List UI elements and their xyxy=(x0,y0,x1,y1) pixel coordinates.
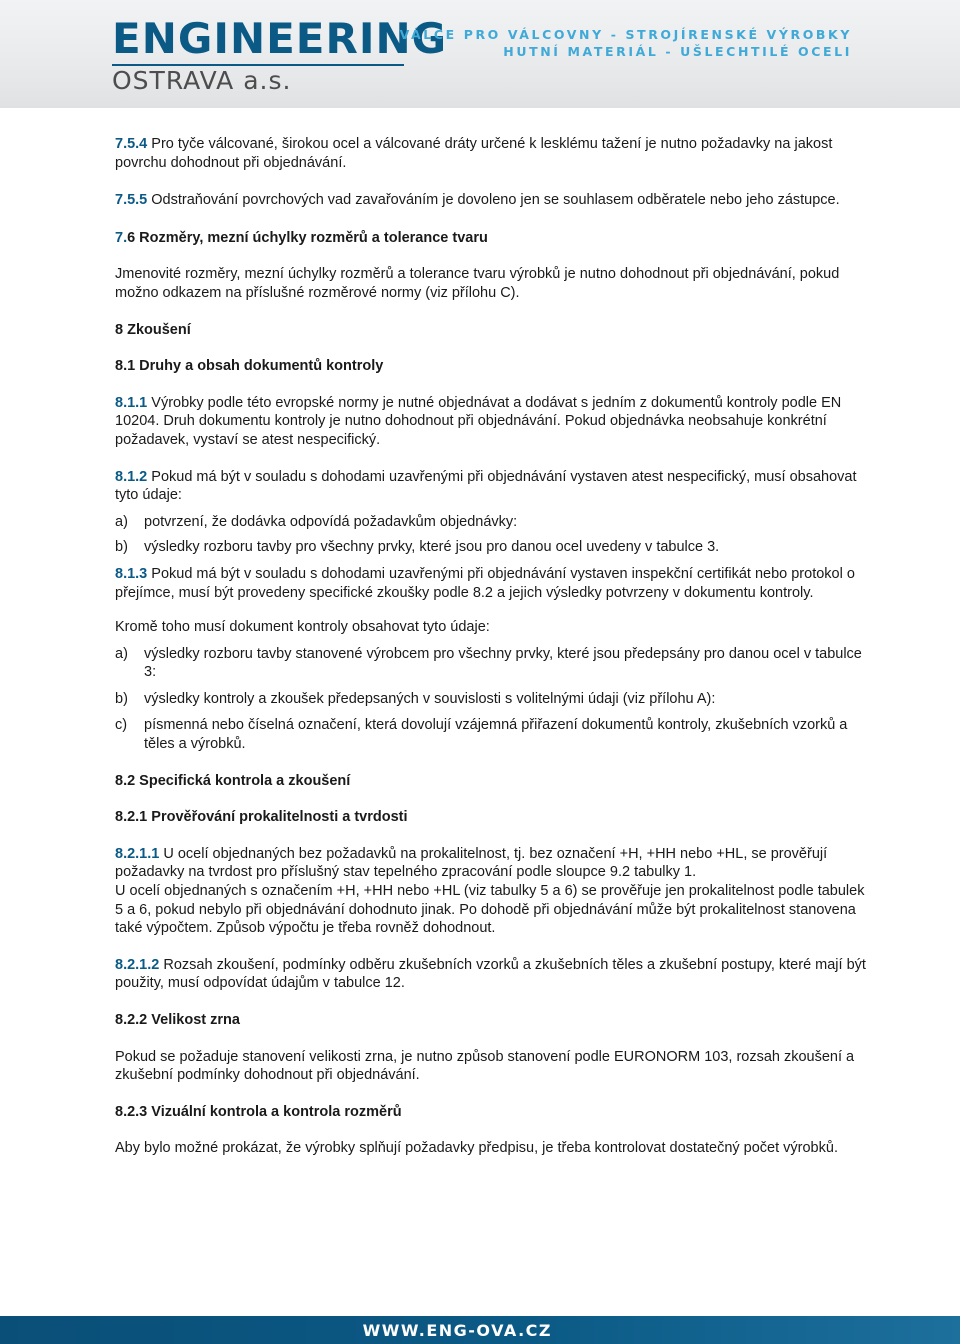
paragraph-8-2-1-1 xyxy=(115,845,867,882)
paragraph-8-1-2 xyxy=(115,468,867,505)
list-item-b xyxy=(115,690,867,709)
paragraph-text: U ocelí objednaných bez požadavků na prokalitelnost, tj. bez označení +H, +HH nebo +HL, se prověřují požadavky na tvrdost pro příslušný stav tepelného zpracování podle sloupce 9.2 tabulky 1. xyxy=(115,845,828,881)
list-item-text: výsledky kontroly a zkoušek předepsaných v souvislosti s volitelnými údaji (viz přílohu A): xyxy=(144,690,716,707)
list-marker: a) xyxy=(115,513,128,530)
heading-8-2: 8.2 Specifická kontrola a zkoušení xyxy=(115,772,351,789)
list-item-text: potvrzení, že dodávka odpovídá požadavkům objednávky: xyxy=(144,513,518,530)
paragraph-8-2-3: Aby bylo možné prokázat, že výrobky splňují požadavky předpisu, je třeba kontrolovat dostatečný počet výrobků. xyxy=(115,1140,838,1157)
paragraph-text: Pro tyče válcované, širokou ocel a válcované dráty určené k lesklému tažení je nutno požadavky na jakost povrchu dohodnout při objednávání. xyxy=(115,136,833,171)
paragraph-7-5-5 xyxy=(115,191,867,210)
heading-8-2-1: 8.2.1 Prověřování prokalitelnosti a tvrdosti xyxy=(115,809,408,826)
list-marker: b) xyxy=(115,690,128,707)
paragraph-7-5-4 xyxy=(115,135,867,172)
section-number: 8.2.1.1 xyxy=(115,845,160,862)
page-header xyxy=(0,0,960,108)
heading-text: 6 Rozměry, mezní úchylky rozměrů a tolerance tvaru xyxy=(127,229,488,246)
section-number: 8.1.2 xyxy=(115,468,148,485)
section-number: 7.5.5 xyxy=(115,192,148,209)
heading-8-2-2: 8.2.2 Velikost zrna xyxy=(115,1012,240,1028)
list-marker: b) xyxy=(115,539,128,556)
paragraph-8-2-1-2 xyxy=(115,956,867,993)
section-number: 8.2.1.2 xyxy=(115,956,160,973)
page-footer xyxy=(0,1316,960,1344)
header-tagline-1: VÁLCE PRO VÁLCOVNY - STROJÍRENSKÉ VÝROBKY xyxy=(399,27,852,42)
section-number: 8.1.1 xyxy=(115,394,148,411)
paragraph-8-2-1-1-continued: U ocelí objednaných s označením +H, +HH nebo +HL (viz tabulky 5 a 6) se prověřuje jen prokalitelnost podle tabulek 5 a 6, pokud nebylo při objednávání dohodnuto jinak. Po dohodě při objednávání může být prokalitelnost stanovena také výpočtem. Způsob výpočtu je třeba rovněž dohodnout. xyxy=(115,883,865,937)
list-item-c xyxy=(115,716,867,753)
section-number: 7.5.4 xyxy=(115,136,148,152)
paragraph-text: Rozsah zkoušení, podmínky odběru zkušebních vzorků a zkušebních těles a zkušební postupy, které mají být použity, musí odpovídat údajům v tabulce 12. xyxy=(115,956,866,992)
list-item-text: výsledky rozboru tavby pro všechny prvky, které jsou pro danou ocel uvedeny v tabulce 3. xyxy=(144,539,720,556)
paragraph-7-6: Jmenovité rozměry, mezní úchylky rozměrů a tolerance tvaru výrobků je nutno dohodnout při objednávání, pokud možno odkazem na příslušné rozměrové normy (viz přílohu C). xyxy=(115,266,840,301)
list-item-a xyxy=(115,513,867,532)
paragraph-text: Výrobky podle této evropské normy je nutné objednávat a dodávat s jedním z dokumentů kontroly podle EN 10204. Druh dokumentu kontroly je nutno dohodnout při objednávání. Pokud objednávka neobsahuje konkrétní požadavek, vystaví se atest nespecifický. xyxy=(115,394,842,448)
header-tagline-2: HUTNÍ MATERIÁL - UŠLECHTILÉ OCELI xyxy=(503,44,852,59)
heading-8-1: 8.1 Druhy a obsah dokumentů kontroly xyxy=(115,358,384,375)
company-logo-subtitle: OSTRAVA a.s. xyxy=(112,66,292,95)
list-marker: a) xyxy=(115,645,128,662)
section-number: 8.1.3 xyxy=(115,565,148,582)
paragraph-text: Pokud má být v souladu s dohodami uzavřenými při objednávání vystaven atest nespecifický, musí obsahovat tyto údaje: xyxy=(115,468,857,504)
footer-website-link[interactable]: WWW.ENG-OVA.CZ xyxy=(362,1321,552,1340)
heading-8-2-3: 8.2.3 Vizuální kontrola a kontrola rozměrů xyxy=(115,1103,402,1120)
document-body xyxy=(115,135,867,1158)
paragraph-text: Pokud má být v souladu s dohodami uzavřenými při objednávání vystaven inspekční certifikát nebo protokol o přejímce, musí být provedeny specifické zkoušky podle 8.2 a jejich výsledky potvrzeny v dokumentu kontroly. xyxy=(115,565,855,601)
heading-8: 8 Zkoušení xyxy=(115,321,191,338)
heading-7-6 xyxy=(115,229,867,248)
list-marker: c) xyxy=(115,717,128,734)
paragraph-8-1-3 xyxy=(115,565,867,602)
list-item-text: písmenná nebo číselná označení, která dovolují vzájemná přiřazení dokumentů kontroly, zkušebních vzorků a těles a výrobků. xyxy=(144,717,848,753)
paragraph-text: Odstraňování povrchových vad zavařováním je dovoleno jen se souhlasem odběratele nebo jeho zástupce. xyxy=(147,192,840,209)
section-number: 7. xyxy=(115,229,128,246)
paragraph-8-1-1 xyxy=(115,394,867,450)
company-logo: ENGINEERING xyxy=(112,14,448,63)
list-item-a xyxy=(115,645,867,682)
list-item-b xyxy=(115,538,867,557)
paragraph-8-2-2: Pokud se požaduje stanovení velikosti zrna, je nutno způsob stanovení podle EURONORM 103, rozsah zkoušení a zkušební podmínky dohodnout při objednávání. xyxy=(115,1048,855,1084)
list-item-text: výsledky rozboru tavby stanovené výrobcem pro všechny prvky, které jsou předepsány pro danou ocel v tabulce 3: xyxy=(144,645,862,681)
paragraph-krome: Kromě toho musí dokument kontroly obsahovat tyto údaje: xyxy=(115,619,490,636)
